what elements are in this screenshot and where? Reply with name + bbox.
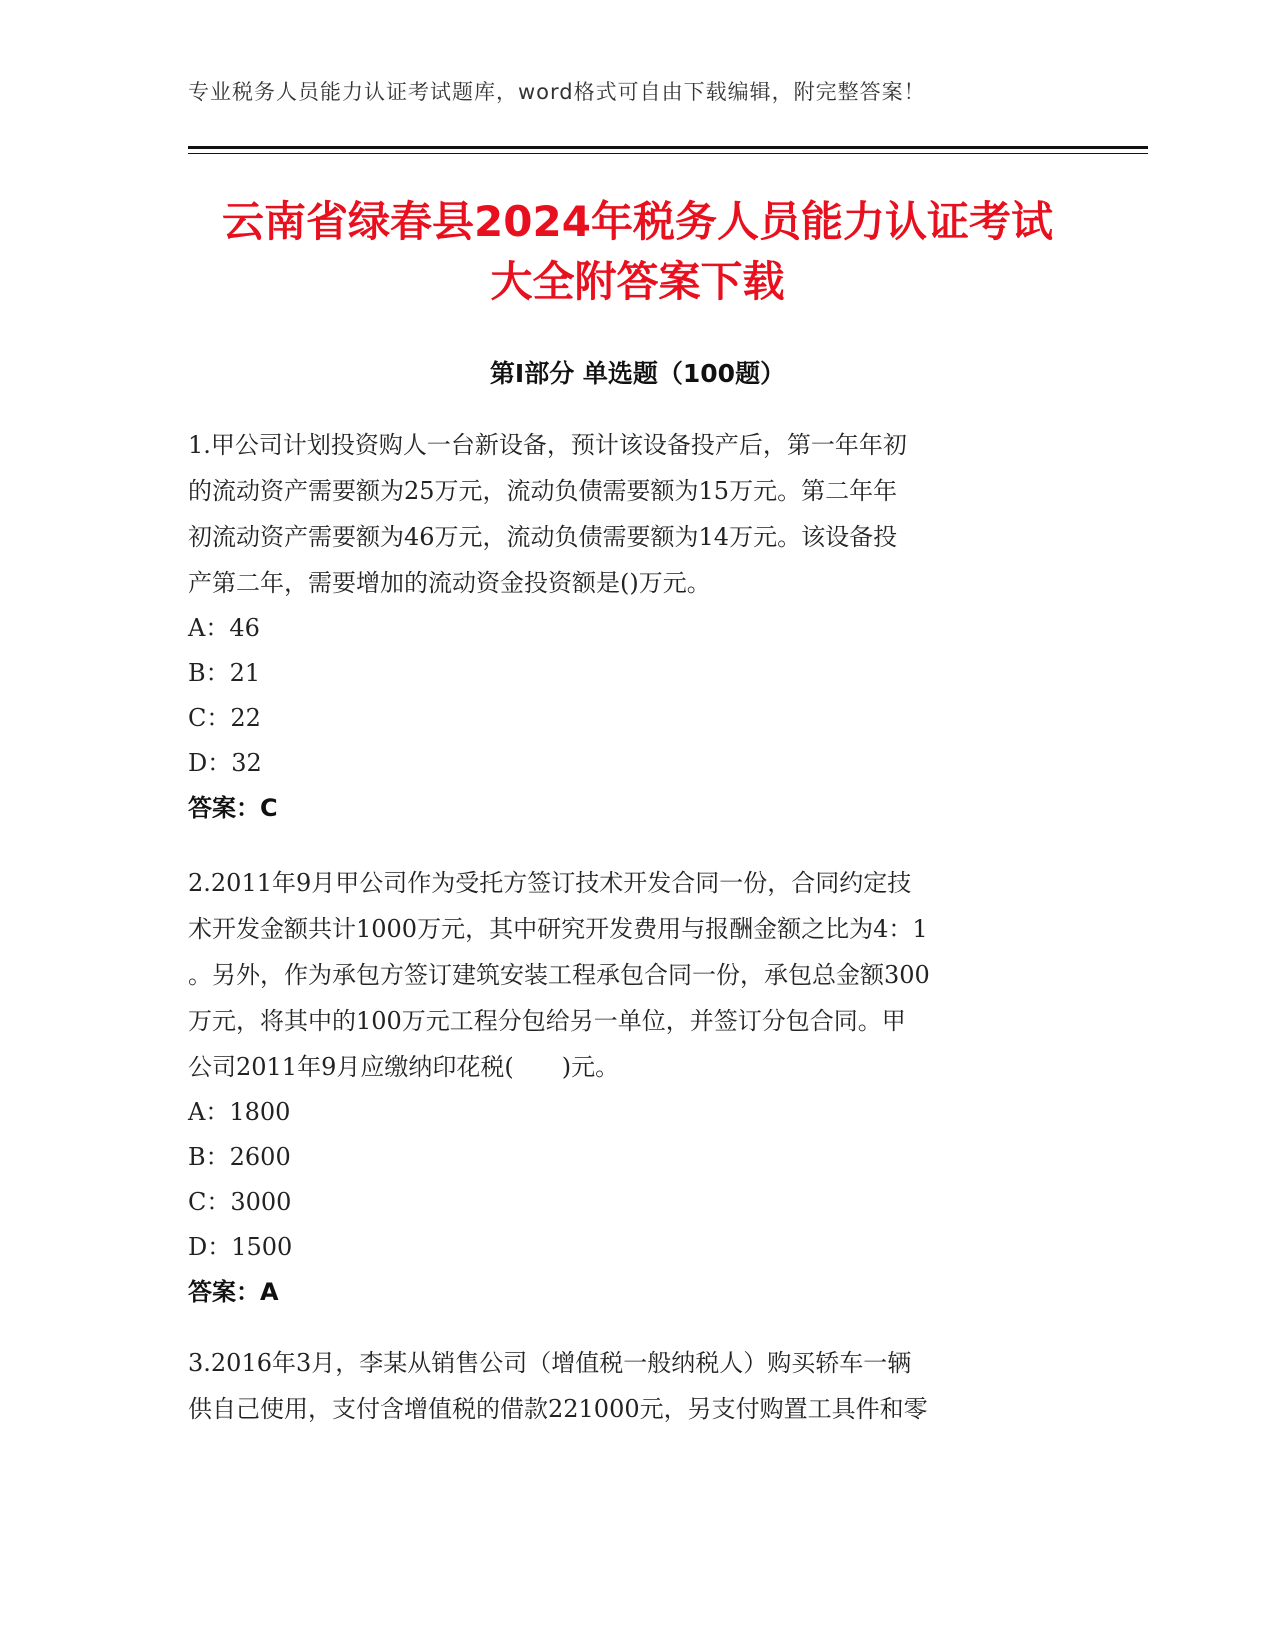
question-line: 万元，将其中的100万元工程分包给另一单位，并签订分包合同。甲 <box>188 1007 906 1035</box>
question-line: 初流动资产需要额为46万元，流动负债需要额为14万元。该设备投 <box>188 523 898 551</box>
option-d: D：32 <box>188 749 262 777</box>
question-text <box>188 422 1088 606</box>
question-line: 公司2011年9月应缴纳印花税( )元。 <box>188 1053 620 1081</box>
document-title <box>150 192 1125 312</box>
question-line: 产第二年，需要增加的流动资金投资额是()万元。 <box>188 569 711 597</box>
page-header-text: 专业税务人员能力认证考试题库，word格式可自由下载编辑，附完整答案！ <box>188 80 926 104</box>
option-d: D：1500 <box>188 1233 293 1261</box>
question-line: 供自己使用，支付含增值税的借款221000元，另支付购置工具件和零 <box>188 1395 928 1423</box>
question-line: 1.甲公司计划投资购人一台新设备，预计该设备投产后，第一年年初 <box>188 431 907 459</box>
header-rule-thin <box>188 153 1148 154</box>
answer: 答案：A <box>188 1278 279 1306</box>
document-title-line-1: 云南省绿春县2024年税务人员能力认证考试 <box>222 197 1053 246</box>
section-title: 第Ⅰ部分 单选题（100题） <box>489 359 786 388</box>
question-3 <box>188 1340 1088 1432</box>
option-b: B：21 <box>188 659 261 687</box>
option-a: A：1800 <box>188 1098 291 1126</box>
question-line: 2.2011年9月甲公司作为受托方签订技术开发合同一份，合同约定技 <box>188 869 912 897</box>
option-c: C：3000 <box>188 1188 292 1216</box>
question-text <box>188 1340 1088 1432</box>
question-2 <box>188 860 1088 1315</box>
question-line: 3.2016年3月，李某从销售公司（增值税一般纳税人）购买轿车一辆 <box>188 1349 912 1377</box>
question-line: 的流动资产需要额为25万元，流动负债需要额为15万元。第二年年 <box>188 477 898 505</box>
option-a: A：46 <box>188 614 260 642</box>
question-line: 。另外，作为承包方签订建筑安装工程承包合同一份，承包总金额300 <box>188 961 930 989</box>
option-b: B：2600 <box>188 1143 291 1171</box>
answer: 答案：C <box>188 794 278 822</box>
question-text <box>188 860 1088 1090</box>
question-1 <box>188 422 1088 831</box>
document-title-line-2: 大全附答案下载 <box>490 257 785 306</box>
question-line: 术开发金额共计1000万元，其中研究开发费用与报酬金额之比为4：1 <box>188 915 928 943</box>
header-rule-thick <box>188 146 1148 149</box>
option-c: C：22 <box>188 704 261 732</box>
